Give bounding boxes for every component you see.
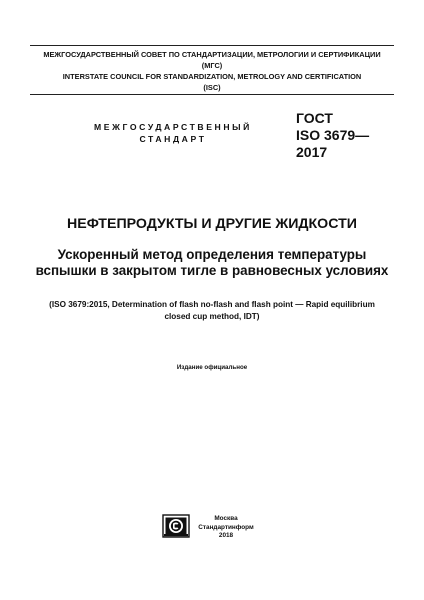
edition-label: Издание официальное bbox=[176, 364, 248, 371]
standard-type-line2: СТАНДАРТ bbox=[139, 134, 207, 144]
imprint bbox=[198, 515, 254, 541]
standard-type-line1: МЕЖГОСУДАРСТВЕННЫЙ bbox=[94, 122, 252, 132]
designation-year: 2017 bbox=[296, 144, 328, 160]
council-name-en: INTERSTATE COUNCIL FOR STANDARDIZATION, METROLOGY AND CERTIFICATION bbox=[62, 72, 362, 81]
imprint-city: Москва bbox=[214, 515, 238, 522]
council-name-ru: МЕЖГОСУДАРСТВЕННЫЙ СОВЕТ ПО СТАНДАРТИЗАЦИИ, МЕТРОЛОГИИ И СЕРТИФИКАЦИИ bbox=[43, 50, 381, 59]
document-subtitle bbox=[0, 247, 424, 279]
imprint-year: 2018 bbox=[218, 532, 234, 539]
document-title: НЕФТЕПРОДУКТЫ И ДРУГИЕ ЖИДКОСТИ bbox=[67, 216, 357, 232]
subtitle-line1: Ускоренный метод определения температуры bbox=[57, 247, 367, 262]
designation-prefix: ГОСТ bbox=[296, 110, 333, 126]
subtitle-line2: вспышки в закрытом тигле в равновесных условиях bbox=[35, 263, 389, 278]
council-abbrev-en: (ISC) bbox=[203, 83, 221, 92]
standard-designation bbox=[296, 110, 369, 161]
iso-reference bbox=[0, 299, 424, 323]
council-header bbox=[30, 45, 394, 95]
council-abbrev-ru: (МГС) bbox=[201, 61, 223, 70]
designation-number: ISO 3679— bbox=[296, 127, 370, 143]
iso-reference-line1: (ISO 3679:2015, Determination of flash no-flash and flash point — Rapid equilibrium bbox=[49, 300, 375, 309]
standartinform-logo-icon bbox=[162, 514, 190, 538]
imprint-publisher: Стандартинформ bbox=[198, 523, 254, 531]
standard-type bbox=[88, 121, 258, 145]
iso-reference-line2: closed cup method, IDT) bbox=[164, 312, 260, 321]
